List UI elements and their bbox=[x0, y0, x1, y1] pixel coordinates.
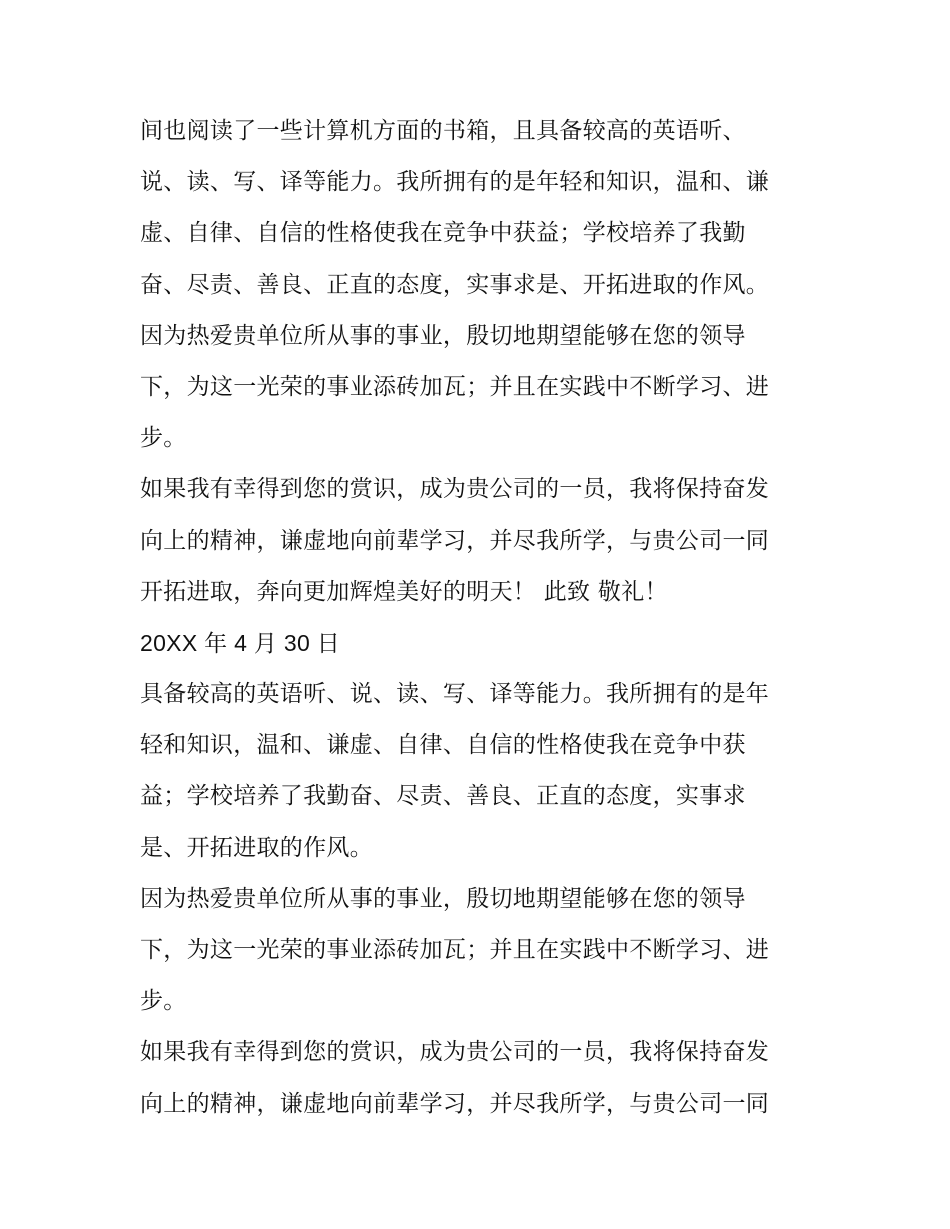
text-line: 向上的精神，谦虚地向前辈学习，并尽我所学，与贵公司一同 bbox=[140, 527, 770, 554]
text-line: 步。 bbox=[140, 988, 187, 1015]
text-line: 因为热爱贵单位所从事的事业，殷切地期望能够在您的领导 bbox=[140, 885, 746, 912]
text-line: 具备较高的英语听、说、读、写、译等能力。我所拥有的是年 bbox=[140, 681, 770, 708]
text-line: 益；学校培养了我勤奋、尽责、善良、正直的态度，实事求 bbox=[140, 783, 746, 810]
text-line: 因为热爱贵单位所从事的事业，殷切地期望能够在您的领导 bbox=[140, 322, 746, 349]
text-line: 下，为这一光荣的事业添砖加瓦；并且在实践中不断学习、进 bbox=[140, 937, 770, 963]
text-line: 如果我有幸得到您的赏识，成为贵公司的一员，我将保持奋发 bbox=[140, 1039, 770, 1066]
document-body bbox=[140, 106, 820, 1130]
closing-line: 开拓进取，奔向更加辉煌美好的明天！ 此致 敬礼！ bbox=[140, 578, 668, 605]
text-line: 说、读、写、译等能力。我所拥有的是年轻和知识，温和、谦 bbox=[140, 169, 770, 196]
text-line: 间也阅读了一些计算机方面的书箱，且具备较高的英语听、 bbox=[140, 118, 746, 144]
text-line: 步。 bbox=[140, 425, 187, 452]
text-line: 虚、自律、自信的性格使我在竞争中获益；学校培养了我勤 bbox=[140, 220, 746, 247]
date-line: 20XX 年 4 月 30 日 bbox=[140, 629, 341, 656]
text-line: 轻和知识，温和、谦虚、自律、自信的性格使我在竞争中获 bbox=[140, 732, 746, 759]
text-line: 如果我有幸得到您的赏识，成为贵公司的一员，我将保持奋发 bbox=[140, 476, 770, 503]
text-line: 向上的精神，谦虚地向前辈学习，并尽我所学，与贵公司一同 bbox=[140, 1090, 770, 1117]
text-line: 是、开拓进取的作风。 bbox=[140, 834, 373, 861]
text-line: 奋、尽责、善良、正直的态度，实事求是、开拓进取的作风。 bbox=[140, 271, 770, 298]
text-line: 下，为这一光荣的事业添砖加瓦；并且在实践中不断学习、进 bbox=[140, 373, 770, 400]
